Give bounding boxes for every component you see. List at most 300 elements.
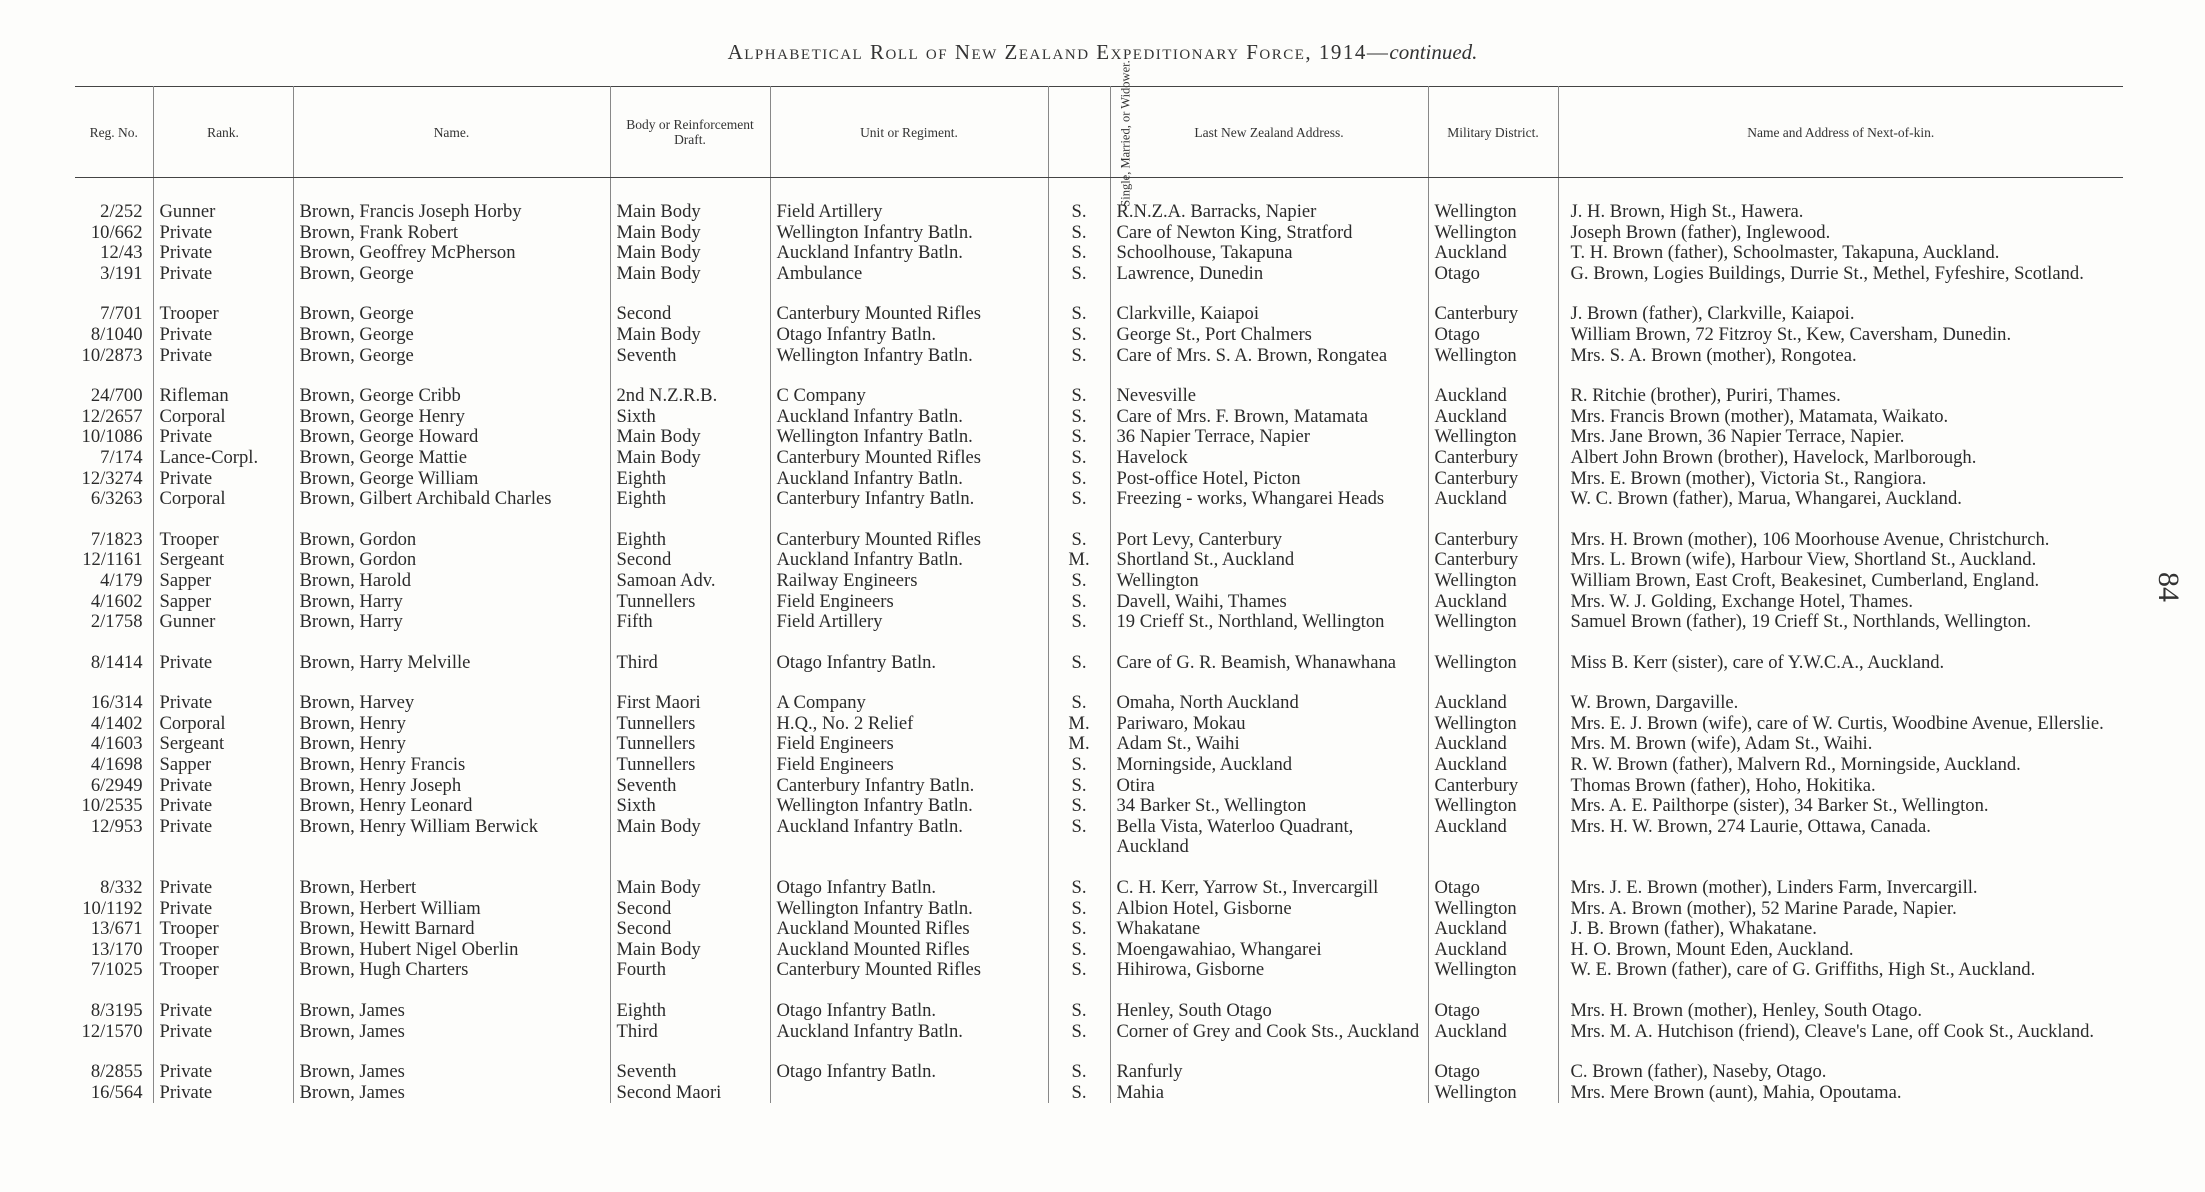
cell-body: Tunnellers	[610, 592, 770, 613]
cell-unit: Canterbury Infantry Batln.	[770, 776, 1048, 797]
cell-rank: Private	[153, 981, 293, 1022]
cell-address: Care of Newton King, Stratford	[1110, 223, 1428, 244]
cell-body: Eighth	[610, 469, 770, 490]
table-row	[75, 858, 2123, 899]
table-row	[75, 510, 2123, 551]
cell-district: Auckland	[1428, 940, 1558, 961]
table-row	[75, 776, 2123, 797]
cell-rank: Rifleman	[153, 366, 293, 407]
cell-address: Clarkville, Kaiapoi	[1110, 284, 1428, 325]
cell-body: Seventh	[610, 1042, 770, 1083]
table-row	[75, 407, 2123, 428]
cell-rank: Private	[153, 858, 293, 899]
cell-district: Auckland	[1428, 817, 1558, 858]
cell-unit: Otago Infantry Batln.	[770, 325, 1048, 346]
table-row	[75, 714, 2123, 735]
cell-address: Shortland St., Auckland	[1110, 550, 1428, 571]
cell-smw: S.	[1048, 858, 1110, 899]
cell-address: Morningside, Auckland	[1110, 755, 1428, 776]
cell-rank: Sergeant	[153, 734, 293, 755]
cell-kin: Albert John Brown (brother), Havelock, Marlborough.	[1570, 447, 1977, 468]
cell-rank: Trooper	[153, 919, 293, 940]
cell-address: Mahia	[1110, 1083, 1428, 1104]
cell-name: Brown, Henry Leonard	[293, 796, 610, 817]
cell-smw: S.	[1048, 633, 1110, 674]
cell-unit: C Company	[770, 366, 1048, 407]
cell-smw: S.	[1048, 960, 1110, 981]
page-number: 84	[2152, 572, 2185, 602]
cell-body: Fifth	[610, 612, 770, 633]
cell-district: Canterbury	[1428, 550, 1558, 571]
cell-body: Main Body	[610, 264, 770, 285]
cell-district: Auckland	[1428, 592, 1558, 613]
cell-smw: S.	[1048, 981, 1110, 1022]
cell-address: Moengawahiao, Whangarei	[1110, 940, 1428, 961]
cell-name: Brown, George	[293, 346, 610, 367]
cell-unit: Field Artillery	[770, 612, 1048, 633]
cell-address: Schoolhouse, Takapuna	[1110, 243, 1428, 264]
cell-district: Auckland	[1428, 366, 1558, 407]
cell-unit	[770, 1083, 1048, 1104]
cell-body: Sixth	[610, 796, 770, 817]
cell-smw: S.	[1048, 243, 1110, 264]
cell-body: Seventh	[610, 776, 770, 797]
cell-name: Brown, Gilbert Archibald Charles	[293, 489, 610, 510]
cell-kin: Miss B. Kerr (sister), care of Y.W.C.A., Auckland.	[1570, 651, 1945, 673]
cell-reg: 4/1402	[75, 714, 153, 735]
cell-rank: Private	[153, 796, 293, 817]
header-smw-label: Single, Married, or Widower.	[1118, 59, 1133, 207]
cell-rank: Private	[153, 469, 293, 490]
cell-smw: M.	[1048, 550, 1110, 571]
cell-smw: S.	[1048, 510, 1110, 551]
cell-reg: 4/1602	[75, 592, 153, 613]
cell-smw: S.	[1048, 592, 1110, 613]
cell-district: Otago	[1428, 325, 1558, 346]
cell-unit: Field Engineers	[770, 734, 1048, 755]
table-row	[75, 178, 2123, 223]
cell-reg: 12/43	[75, 243, 153, 264]
cell-district: Auckland	[1428, 489, 1558, 510]
cell-name: Brown, James	[293, 1042, 610, 1083]
cell-rank: Sapper	[153, 592, 293, 613]
table-row	[75, 550, 2123, 571]
table-row	[75, 981, 2123, 1022]
cell-name: Brown, Harry	[293, 612, 610, 633]
cell-address: Freezing - works, Whangarei Heads	[1110, 489, 1428, 510]
cell-smw: S.	[1048, 919, 1110, 940]
cell-address: Port Levy, Canterbury	[1110, 510, 1428, 551]
cell-body: Main Body	[610, 178, 770, 223]
cell-kin: R. W. Brown (father), Malvern Rd., Morningside, Auckland.	[1570, 755, 2021, 776]
cell-rank: Private	[153, 817, 293, 858]
cell-address: Otira	[1110, 776, 1428, 797]
cell-address: Whakatane	[1110, 919, 1428, 940]
cell-rank: Gunner	[153, 612, 293, 633]
header-address: Last New Zealand Address.	[1110, 87, 1428, 178]
cell-unit: Auckland Mounted Rifles	[770, 919, 1048, 940]
cell-reg: 7/174	[75, 448, 153, 469]
cell-unit: Wellington Infantry Batln.	[770, 899, 1048, 920]
cell-smw: S.	[1048, 489, 1110, 510]
cell-name: Brown, George	[293, 284, 610, 325]
cell-unit: Auckland Infantry Batln.	[770, 469, 1048, 490]
header-body: Body or Reinforcement Draft.	[610, 87, 770, 178]
cell-smw: S.	[1048, 1042, 1110, 1083]
cell-body: Sixth	[610, 407, 770, 428]
cell-reg: 7/1025	[75, 960, 153, 981]
cell-kin: William Brown, East Croft, Beakesinet, Cumberland, England.	[1570, 570, 2040, 591]
cell-district: Wellington	[1428, 178, 1558, 223]
cell-name: Brown, Hewitt Barnard	[293, 919, 610, 940]
cell-kin: Mrs. A. Brown (mother), 52 Marine Parade, Napier.	[1570, 898, 1957, 919]
cell-reg: 12/953	[75, 817, 153, 858]
cell-address: R.N.Z.A. Barracks, Napier	[1110, 178, 1428, 223]
cell-district: Canterbury	[1428, 510, 1558, 551]
cell-kin: W. C. Brown (father), Marua, Whangarei, Auckland.	[1570, 489, 1962, 510]
cell-address: 34 Barker St., Wellington	[1110, 796, 1428, 817]
cell-kin: Mrs. S. A. Brown (mother), Rongotea.	[1570, 345, 1857, 366]
cell-reg: 2/252	[75, 178, 153, 223]
table-row	[75, 734, 2123, 755]
cell-rank: Private	[153, 325, 293, 346]
cell-smw: S.	[1048, 776, 1110, 797]
cell-district: Wellington	[1428, 796, 1558, 817]
cell-name: Brown, Hubert Nigel Oberlin	[293, 940, 610, 961]
cell-reg: 12/2657	[75, 407, 153, 428]
cell-address: Adam St., Waihi	[1110, 734, 1428, 755]
cell-address: Albion Hotel, Gisborne	[1110, 899, 1428, 920]
cell-district: Auckland	[1428, 407, 1558, 428]
cell-rank: Sapper	[153, 571, 293, 592]
cell-kin: Mrs. H. Brown (mother), Henley, South Otago.	[1570, 1000, 1923, 1021]
cell-unit: Wellington Infantry Batln.	[770, 223, 1048, 244]
table-row	[75, 1042, 2123, 1083]
cell-district: Otago	[1428, 1042, 1558, 1083]
cell-smw: S.	[1048, 1022, 1110, 1043]
cell-reg: 16/564	[75, 1083, 153, 1104]
roll-body	[75, 178, 2123, 1104]
cell-smw: S.	[1048, 612, 1110, 633]
cell-rank: Private	[153, 1022, 293, 1043]
table-row	[75, 346, 2123, 367]
cell-reg: 4/1698	[75, 755, 153, 776]
cell-smw: M.	[1048, 714, 1110, 735]
cell-body: Main Body	[610, 427, 770, 448]
cell-address: Bella Vista, Waterloo Quadrant, Auckland	[1110, 817, 1428, 858]
cell-smw: S.	[1048, 755, 1110, 776]
cell-address: Omaha, North Auckland	[1110, 673, 1428, 714]
cell-name: Brown, Harry	[293, 592, 610, 613]
table-row	[75, 796, 2123, 817]
cell-kin: J. H. Brown, High St., Hawera.	[1570, 201, 1804, 222]
cell-name: Brown, Henry William Berwick	[293, 817, 610, 858]
cell-district: Wellington	[1428, 714, 1558, 735]
cell-rank: Corporal	[153, 714, 293, 735]
table-row	[75, 919, 2123, 940]
cell-unit: Canterbury Mounted Rifles	[770, 960, 1048, 981]
cell-kin: Mrs. W. J. Golding, Exchange Hotel, Thames.	[1570, 591, 1914, 612]
table-row	[75, 673, 2123, 714]
cell-body: Main Body	[610, 223, 770, 244]
cell-body: Main Body	[610, 858, 770, 899]
cell-district: Wellington	[1428, 633, 1558, 674]
cell-kin: Mrs. H. W. Brown, 274 Laurie, Ottawa, Canada.	[1570, 816, 1931, 837]
cell-unit: A Company	[770, 673, 1048, 714]
cell-kin: Samuel Brown (father), 19 Crieff St., Northlands, Wellington.	[1570, 612, 2032, 633]
cell-unit: Canterbury Mounted Rifles	[770, 448, 1048, 469]
cell-address: Lawrence, Dunedin	[1110, 264, 1428, 285]
cell-reg: 8/2855	[75, 1042, 153, 1083]
cell-unit: Wellington Infantry Batln.	[770, 796, 1048, 817]
cell-rank: Lance-Corpl.	[153, 448, 293, 469]
cell-rank: Private	[153, 633, 293, 674]
cell-rank: Corporal	[153, 407, 293, 428]
cell-district: Auckland	[1428, 755, 1558, 776]
cell-smw: S.	[1048, 223, 1110, 244]
cell-kin: Mrs. Mere Brown (aunt), Mahia, Opoutama.	[1570, 1082, 1902, 1103]
cell-name: Brown, James	[293, 1083, 610, 1104]
cell-unit: Otago Infantry Batln.	[770, 633, 1048, 674]
cell-body: 2nd N.Z.R.B.	[610, 366, 770, 407]
cell-body: Eighth	[610, 981, 770, 1022]
cell-kin: J. Brown (father), Clarkville, Kaiapoi.	[1570, 303, 1855, 325]
cell-rank: Private	[153, 243, 293, 264]
cell-name: Brown, Henry	[293, 714, 610, 735]
cell-address: Corner of Grey and Cook Sts., Auckland	[1110, 1022, 1428, 1043]
table-row	[75, 284, 2123, 325]
cell-name: Brown, Frank Robert	[293, 223, 610, 244]
cell-body: Eighth	[610, 510, 770, 551]
cell-address: Care of Mrs. S. A. Brown, Rongatea	[1110, 346, 1428, 367]
cell-kin: G. Brown, Logies Buildings, Durrie St., Methel, Fyfeshire, Scotland.	[1570, 263, 2084, 284]
cell-address: C. H. Kerr, Yarrow St., Invercargill	[1110, 858, 1428, 899]
table-row	[75, 489, 2123, 510]
cell-rank: Private	[153, 899, 293, 920]
cell-rank: Private	[153, 673, 293, 714]
cell-rank: Private	[153, 1083, 293, 1104]
cell-kin: W. E. Brown (father), care of G. Griffiths, High St., Auckland.	[1570, 960, 2036, 981]
header-unit: Unit or Regiment.	[770, 87, 1048, 178]
cell-name: Brown, Hugh Charters	[293, 960, 610, 981]
cell-rank: Private	[153, 1042, 293, 1083]
cell-smw: S.	[1048, 571, 1110, 592]
cell-address: Henley, South Otago	[1110, 981, 1428, 1022]
cell-rank: Trooper	[153, 960, 293, 981]
header-smw	[1048, 59, 1133, 207]
cell-kin: Mrs. M. Brown (wife), Adam St., Waihi.	[1570, 734, 1873, 755]
header-kin: Name and Address of Next-of-kin.	[1558, 87, 2123, 178]
cell-name: Brown, Henry Joseph	[293, 776, 610, 797]
cell-district: Otago	[1428, 858, 1558, 899]
cell-body: Samoan Adv.	[610, 571, 770, 592]
cell-reg: 10/1086	[75, 427, 153, 448]
cell-body: Second Maori	[610, 1083, 770, 1104]
cell-reg: 12/3274	[75, 469, 153, 490]
cell-reg: 4/179	[75, 571, 153, 592]
cell-name: Brown, Gordon	[293, 550, 610, 571]
table-row	[75, 325, 2123, 346]
cell-unit: Auckland Mounted Rifles	[770, 940, 1048, 961]
cell-body: Second	[610, 899, 770, 920]
cell-name: Brown, George	[293, 264, 610, 285]
cell-body: Fourth	[610, 960, 770, 981]
cell-reg: 12/1161	[75, 550, 153, 571]
cell-body: Tunnellers	[610, 734, 770, 755]
cell-reg: 4/1603	[75, 734, 153, 755]
cell-rank: Sergeant	[153, 550, 293, 571]
cell-reg: 2/1758	[75, 612, 153, 633]
cell-body: First Maori	[610, 673, 770, 714]
cell-rank: Trooper	[153, 940, 293, 961]
cell-name: Brown, Geoffrey McPherson	[293, 243, 610, 264]
cell-smw: S.	[1048, 407, 1110, 428]
table-row	[75, 264, 2123, 285]
cell-smw: S.	[1048, 427, 1110, 448]
cell-kin: William Brown, 72 Fitzroy St., Kew, Caversham, Dunedin.	[1570, 324, 2012, 345]
cell-name: Brown, George Cribb	[293, 366, 610, 407]
cell-district: Auckland	[1428, 673, 1558, 714]
cell-district: Canterbury	[1428, 448, 1558, 469]
cell-district: Wellington	[1428, 223, 1558, 244]
cell-kin: Mrs. J. E. Brown (mother), Linders Farm, Invercargill.	[1570, 877, 1978, 899]
cell-address: Care of G. R. Beamish, Whanawhana	[1110, 633, 1428, 674]
cell-district: Wellington	[1428, 1083, 1558, 1104]
cell-unit: Otago Infantry Batln.	[770, 981, 1048, 1022]
cell-smw: S.	[1048, 469, 1110, 490]
cell-district: Auckland	[1428, 243, 1558, 264]
cell-smw: S.	[1048, 673, 1110, 714]
cell-smw: S.	[1048, 448, 1110, 469]
cell-name: Brown, George Henry	[293, 407, 610, 428]
table-row	[75, 571, 2123, 592]
cell-name: Brown, Herbert William	[293, 899, 610, 920]
cell-smw: S.	[1048, 817, 1110, 858]
table-row	[75, 940, 2123, 961]
cell-kin: Mrs. L. Brown (wife), Harbour View, Shortland St., Auckland.	[1570, 550, 2037, 571]
header-name: Name.	[293, 87, 610, 178]
title-main: Alphabetical Roll of New Zealand Expeditionary Force, 1914—	[727, 40, 1390, 64]
cell-kin: Thomas Brown (father), Hoho, Hokitika.	[1570, 775, 1876, 796]
cell-unit: Auckland Infantry Batln.	[770, 243, 1048, 264]
table-row	[75, 469, 2123, 490]
cell-address: Hihirowa, Gisborne	[1110, 960, 1428, 981]
cell-district: Wellington	[1428, 571, 1558, 592]
cell-unit: Wellington Infantry Batln.	[770, 427, 1048, 448]
cell-reg: 16/314	[75, 673, 153, 714]
cell-name: Brown, Henry Francis	[293, 755, 610, 776]
cell-unit: Auckland Infantry Batln.	[770, 817, 1048, 858]
cell-rank: Private	[153, 346, 293, 367]
cell-kin: Mrs. M. A. Hutchison (friend), Cleave's Lane, off Cook St., Auckland.	[1570, 1021, 2095, 1042]
cell-district: Otago	[1428, 981, 1558, 1022]
cell-smw: S.	[1048, 366, 1110, 407]
cell-name: Brown, George Mattie	[293, 448, 610, 469]
cell-unit: Canterbury Mounted Rifles	[770, 510, 1048, 551]
cell-smw: S.	[1048, 325, 1110, 346]
cell-rank: Gunner	[153, 178, 293, 223]
table-row	[75, 427, 2123, 448]
cell-unit: Auckland Infantry Batln.	[770, 407, 1048, 428]
cell-body: Third	[610, 633, 770, 674]
cell-reg: 12/1570	[75, 1022, 153, 1043]
roll-table	[75, 59, 2123, 1103]
table-row	[75, 612, 2123, 633]
cell-unit: Ambulance	[770, 264, 1048, 285]
cell-reg: 8/3195	[75, 981, 153, 1022]
cell-address: 19 Crieff St., Northland, Wellington	[1110, 612, 1428, 633]
cell-name: Brown, George William	[293, 469, 610, 490]
cell-name: Brown, Harvey	[293, 673, 610, 714]
cell-district: Otago	[1428, 264, 1558, 285]
cell-reg: 10/1192	[75, 899, 153, 920]
cell-district: Canterbury	[1428, 776, 1558, 797]
cell-smw: S.	[1048, 284, 1110, 325]
cell-district: Canterbury	[1428, 469, 1558, 490]
cell-address: George St., Port Chalmers	[1110, 325, 1428, 346]
cell-kin: T. H. Brown (father), Schoolmaster, Takapuna, Auckland.	[1570, 243, 2000, 264]
cell-rank: Private	[153, 264, 293, 285]
cell-body: Second	[610, 550, 770, 571]
cell-address: Pariwaro, Mokau	[1110, 714, 1428, 735]
cell-reg: 8/1040	[75, 325, 153, 346]
cell-name: Brown, Harry Melville	[293, 633, 610, 674]
cell-unit: Otago Infantry Batln.	[770, 858, 1048, 899]
cell-reg: 8/1414	[75, 633, 153, 674]
cell-district: Wellington	[1428, 612, 1558, 633]
cell-kin: W. Brown, Dargaville.	[1570, 692, 1739, 714]
cell-name: Brown, Francis Joseph Horby	[293, 178, 610, 223]
cell-body: Seventh	[610, 346, 770, 367]
cell-reg: 6/2949	[75, 776, 153, 797]
table-row	[75, 755, 2123, 776]
cell-unit: Field Engineers	[770, 592, 1048, 613]
cell-smw: S.	[1048, 940, 1110, 961]
cell-rank: Trooper	[153, 510, 293, 551]
cell-unit: Field Engineers	[770, 755, 1048, 776]
cell-reg: 10/662	[75, 223, 153, 244]
cell-kin: Mrs. Francis Brown (mother), Matamata, Waikato.	[1570, 406, 1949, 427]
cell-unit: Field Artillery	[770, 178, 1048, 223]
cell-rank: Sapper	[153, 755, 293, 776]
cell-body: Tunnellers	[610, 755, 770, 776]
cell-unit: H.Q., No. 2 Relief	[770, 714, 1048, 735]
cell-address: 36 Napier Terrace, Napier	[1110, 427, 1428, 448]
cell-unit: Railway Engineers	[770, 571, 1048, 592]
cell-smw: S.	[1048, 796, 1110, 817]
cell-kin: J. B. Brown (father), Whakatane.	[1570, 919, 1817, 940]
header-row	[75, 87, 2123, 178]
header-rank: Rank.	[153, 87, 293, 178]
cell-reg: 24/700	[75, 366, 153, 407]
cell-body: Main Body	[610, 325, 770, 346]
cell-district: Canterbury	[1428, 284, 1558, 325]
cell-smw: S.	[1048, 178, 1110, 223]
cell-body: Tunnellers	[610, 714, 770, 735]
cell-name: Brown, Herbert	[293, 858, 610, 899]
cell-reg: 10/2873	[75, 346, 153, 367]
cell-kin: Mrs. E. Brown (mother), Victoria St., Rangiora.	[1570, 468, 1927, 489]
cell-name: Brown, Henry	[293, 734, 610, 755]
header-district: Military District.	[1428, 87, 1558, 178]
cell-reg: 13/671	[75, 919, 153, 940]
cell-kin: Joseph Brown (father), Inglewood.	[1570, 222, 1831, 243]
cell-unit: Auckland Infantry Batln.	[770, 550, 1048, 571]
cell-rank: Private	[153, 427, 293, 448]
cell-unit: Canterbury Mounted Rifles	[770, 284, 1048, 325]
cell-address: Wellington	[1110, 571, 1428, 592]
table-row	[75, 1083, 2123, 1104]
